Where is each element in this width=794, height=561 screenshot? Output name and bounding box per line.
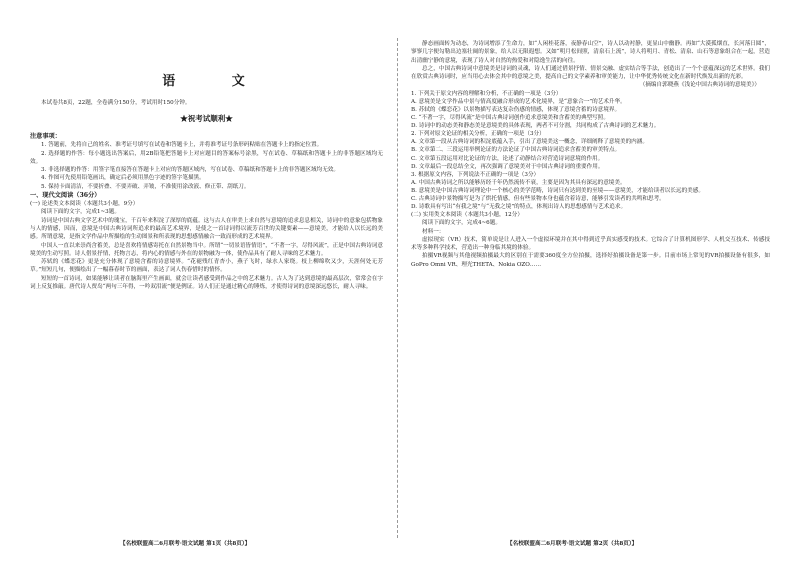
section-heading: 一、现代文阅读（36分） xyxy=(30,192,101,200)
page-footer: 【名校联盟高二6月联考·语文试题 第1页（共8页）】 xyxy=(120,541,251,547)
question-stem: 1. 下列关于原文内容的理解和分析，不正确的一项是（3分） xyxy=(411,90,562,97)
passage-paragraph: 苏轼的《蝶恋花》更是充分体现了意境含蓄的诗意境界。“花褪残红青杏小，燕子飞时，绿水人家绕。枝上柳绵吹又少，天涯何处无芳草。”短短几句，便描绘出了一幅暮春时节的画面，表达了词人伤春惜时的情怀。 xyxy=(30,259,383,274)
answer-option: D. 诗词中的动态美和静态美是意境美的具体表现，两者不可分割，共同构成了古典诗词的艺术魅力。 xyxy=(411,123,660,130)
notice-heading: 注意事项： xyxy=(30,133,61,141)
blessing-banner: ★祝考试顺利★ xyxy=(180,114,233,124)
answer-option: A. 意境美是文学作品中景与情高度融合形成的艺术化境界，是“意象合一”的艺术升华。 xyxy=(411,98,626,105)
answer-option: C. 文章第五段运用对比论证的方法，论述了动静结合对营造诗词意境的作用。 xyxy=(411,155,604,162)
material-paragraph: 拍摄VR视频与其他视频拍摄最大的区别在于需要360度全方位拍摄，选择好拍摄设备是第一步。目前市场上常见的VR拍摄设备有很多，如GoPro Omni VR、理光THETA、Nokia OZO…… xyxy=(411,253,770,268)
answer-option: A. 文章第一段从古典诗词的积淀底蕴入手，引出了意境美这一概念，详细阐释了意境美的内涵。 xyxy=(411,139,648,146)
answer-option: B. 苏轼的《蝶恋花》以景物描写表达复杂伤感的情感，体现了意境含蓄的诗意境界。 xyxy=(411,106,621,113)
answer-option: D. 文章最后一段总结全文，再次强调了意境美对于中国古典诗词的重要作用。 xyxy=(411,163,604,170)
right-page xyxy=(397,0,794,561)
answer-option: D. 诗歌具有写出“有我之境”与“无我之境”的特点，体现出诗人的思想感情与艺术追求。 xyxy=(411,204,627,211)
question-stem: 2. 下列对原文论证的相关分析，正确的一项是（3分） xyxy=(411,131,545,138)
answer-option: B. 文章第二、三段运用举例论证的方法论证了中国古典诗词追求含蓄美的审美特点。 xyxy=(411,147,621,154)
reading-instruction: 阅读下面的文字，完成4~6题。 xyxy=(422,220,501,227)
notice-item: 4. 作图可先使用铅笔画出，确定后必须用黑色字迹的签字笔描黑。 xyxy=(41,175,205,182)
notice-item: 5. 保持卡面清洁，不要折叠、不要弄破、弄皱，不准使用涂改液、修正带、刮纸刀。 xyxy=(41,183,250,190)
page-footer: 【名校联盟高二6月联考·语文试题 第2页（共8页）】 xyxy=(507,541,638,547)
passage-paragraph: 中国人一直以来崇尚含蓄美，总是喜欢将情感寄托在自然景物当中。所谓“一切景语皆情语”，“不著一字，尽得风流”，正是中国古典诗词意境美的生动写照。诗人借景抒情，托物言志，将内心的情感与外在的景物融为一体，使作品具有了耐人寻味的艺术魅力。 xyxy=(30,242,383,257)
passage-paragraph: 静态画面转为动态，为诗词增添了生命力，如“人闲桂花落，夜静春山空”，诗人以动衬静，更显山中幽静。再如“大漠孤烟直，长河落日圆”，寥寥几字便勾勒出边塞壮阔的景象，给人以无限遐想。又如“明月松间照，清泉石上流”，诗人将明月、青松、清泉、山石等意象组合在一起，营造出清幽宁静的意境，表现了诗人对自然的热爱和对隐逸生活的向往。 xyxy=(411,41,770,64)
notice-item: 2. 选择题的作答：每小题选出答案后，用2B铅笔把答题卡上对应题目的答案标号涂黑，写在试卷、草稿纸和答题卡上的非答题区域均无效。 xyxy=(30,150,383,165)
subsection-heading: (一) 论述类文本阅读（本题共3小题，9分） xyxy=(30,201,139,208)
reading-instruction: 阅读下面的文字，完成1~3题。 xyxy=(41,209,120,216)
passage-paragraph: 短短的一首诗词，如果能够让读者在脑海里产生画面，就会让读者感受到作品之中的艺术魅力。古人为了达到意境的最高层次，常常会在字词上反复推敲。唐代诗人贾岛“两句三年得，一吟双泪流”便是例证。诗人们正是通过精心的锤炼，才使得诗词的意境深远悠长，耐人寻味。 xyxy=(30,275,383,291)
passage-paragraph: 诗词是中国古典文学艺术中的瑰宝，千百年来积淀了深厚的底蕴。这与古人在审美上求自然与意境的追求息息相关，诗词中的意象包括物象与人的情感，因而，意境是中国古典诗词所追求的最高艺术境界，是使之一首诗词得以流芳百世的关键要素——意境美，才能给人以长远的美感。所谓意境，是指文学作品中所描绘的生动图景和所表现的思想感情融合一致而形成的艺术境界。 xyxy=(30,217,383,241)
answer-option: C. “不著一字，尽得风流”是中国古典诗词创作追求意境美和含蓄美的典型写照。 xyxy=(411,115,609,122)
exam-title: 语 文 xyxy=(162,74,271,89)
question-stem: 3. 根据原文内容，下列说法不正确的一项是（3分） xyxy=(411,171,540,178)
answer-option: A. 中国古典诗词之所以能够历经千年仍然流传不衰，主要是因为其具有深远的意境美。 xyxy=(411,179,626,186)
notice-item: 3. 非选择题的作答：用签字笔直接答在答题卡上对应的答题区域内，写在试卷、草稿纸和答题卡上的非答题区域均无效。 xyxy=(41,167,339,174)
subsection-heading: (二) 实用类文本阅读（本题共3小题，12分） xyxy=(411,212,523,219)
material-paragraph: 虚拟现实（VR）技术，简单说是让人进入一个虚拟环境并在其中得到近乎真实感受的技术。它综合了计算机图形学、人机交互技术、传感技术等多种科学技术，营造出一种身临其境的体验。 xyxy=(411,236,770,252)
notice-item: 1. 答题前，先将自己的姓名、准考证号填写在试卷和答题卡上，并将准考证号条形码粘贴在答题卡上的指定位置。 xyxy=(41,142,323,149)
passage-source: （摘编自郭晓燕《浅论中国古典诗词的意境美》） xyxy=(639,82,760,89)
answer-option: C. 古典诗词中景物描写是为了烘托情感，但有些景物本身也蕴含着诗意，能够引发读者的共鸣和思考。 xyxy=(411,196,665,202)
answer-option: B. 意境美是中国古典诗词理论中一个核心的美学范畴，诗词只有达到美的至境——意境美，才能给读者以长远的美感。 xyxy=(411,187,704,194)
passage-paragraph: 总之，中国古典诗词中意境美是诗词的灵魂，诗人们通过借景抒情、情景交融、虚实结合等手法，创造出了一个个意蕴深远的艺术世界。我们在欣赏古典诗词时，应当用心去体会其中的意境之美，提高自己的文学素养和审美能力，让中华优秀传统文化在新时代焕发出新的光彩。 xyxy=(411,65,770,81)
material-heading: 材料一： xyxy=(422,228,445,235)
exam-intro: 本试卷共8页，22题，全卷满分150分，考试用时150分钟。 xyxy=(41,100,191,106)
